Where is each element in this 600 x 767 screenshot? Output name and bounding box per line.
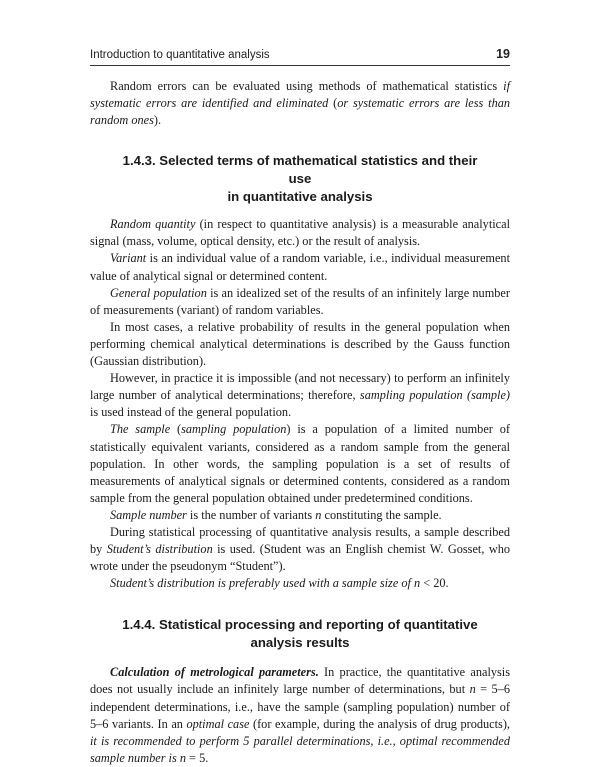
paragraph-random-quantity: Random quantity (in respect to quantitative analysis) is a measurable analytical signal (mass, volume, optical density, etc.) or the result of analysis.	[90, 217, 510, 249]
header-rule	[90, 65, 510, 66]
paragraph-gauss: In most cases, a relative probability of results in the general population when performing chemical analytical determinations is described by the Gauss function (Gaussian distribution).	[90, 319, 510, 369]
paragraph-metrological-parameters: Calculation of metrological parameters. In practice, the quantitative analysis does not usually include an infinitely large number of determinations, but n = 5–6 independent determinations, i.e., have the sample (sampling population) number of 5–6 variants. In an optimal case (for example, during the analysis of drug products), it is recommended to perform 5 parallel determinations, i.e., optimal recommended sample number is n = 5.	[90, 665, 511, 765]
section-heading-1-4-3: 1.4.3. Selected terms of mathematical statistics and their use in quantitative analysis	[122, 153, 478, 205]
running-header	[90, 47, 510, 61]
paragraph-student-sample-size: Student’s distribution is preferably used with a sample size of n < 20.	[110, 576, 449, 591]
page-body	[90, 78, 510, 767]
section-heading-1-4-4: 1.4.4. Statistical processing and reporting of quantitative analysis results	[122, 617, 478, 651]
paragraph-general-population: General population is an idealized set of the results of an infinitely large number of measurements (variant) of random variables.	[90, 285, 510, 317]
page-number: 19	[496, 47, 510, 61]
paragraph-student-distribution: During statistical processing of quantitative analysis results, a sample described by Student’s distribution is used. (Student was an English chemist W. Gosset, who wrote under the pseudonym “Student”).	[90, 524, 510, 574]
running-title: Introduction to quantitative analysis	[90, 49, 270, 61]
paragraph-variant: Variant is an individual value of a random variable, i.e., individual measurement value of analytical signal or determined content.	[90, 251, 510, 283]
paragraph-sampling-population: However, in practice it is impossible (and not necessary) to perform an infinitely large number of analytical determinations; therefore, sampling population (sample) is used instead of the general population.	[90, 371, 511, 420]
paragraph-the-sample: The sample (sampling population) is a population of a limited number of statistically equivalent variants, considered as a random sample from the general population. In other words, the sampling population is a set of results of measurements of analytical signals or determined contents, considered as a random sample from the general population obtained under predetermined conditions.	[90, 422, 510, 505]
paragraph-sample-number: Sample number is the number of variants n constituting the sample.	[110, 507, 442, 522]
intro-paragraph: Random errors can be evaluated using methods of mathematical statistics if systematic errors are identified and eliminated (or systematic errors are less than random ones).	[90, 79, 511, 128]
